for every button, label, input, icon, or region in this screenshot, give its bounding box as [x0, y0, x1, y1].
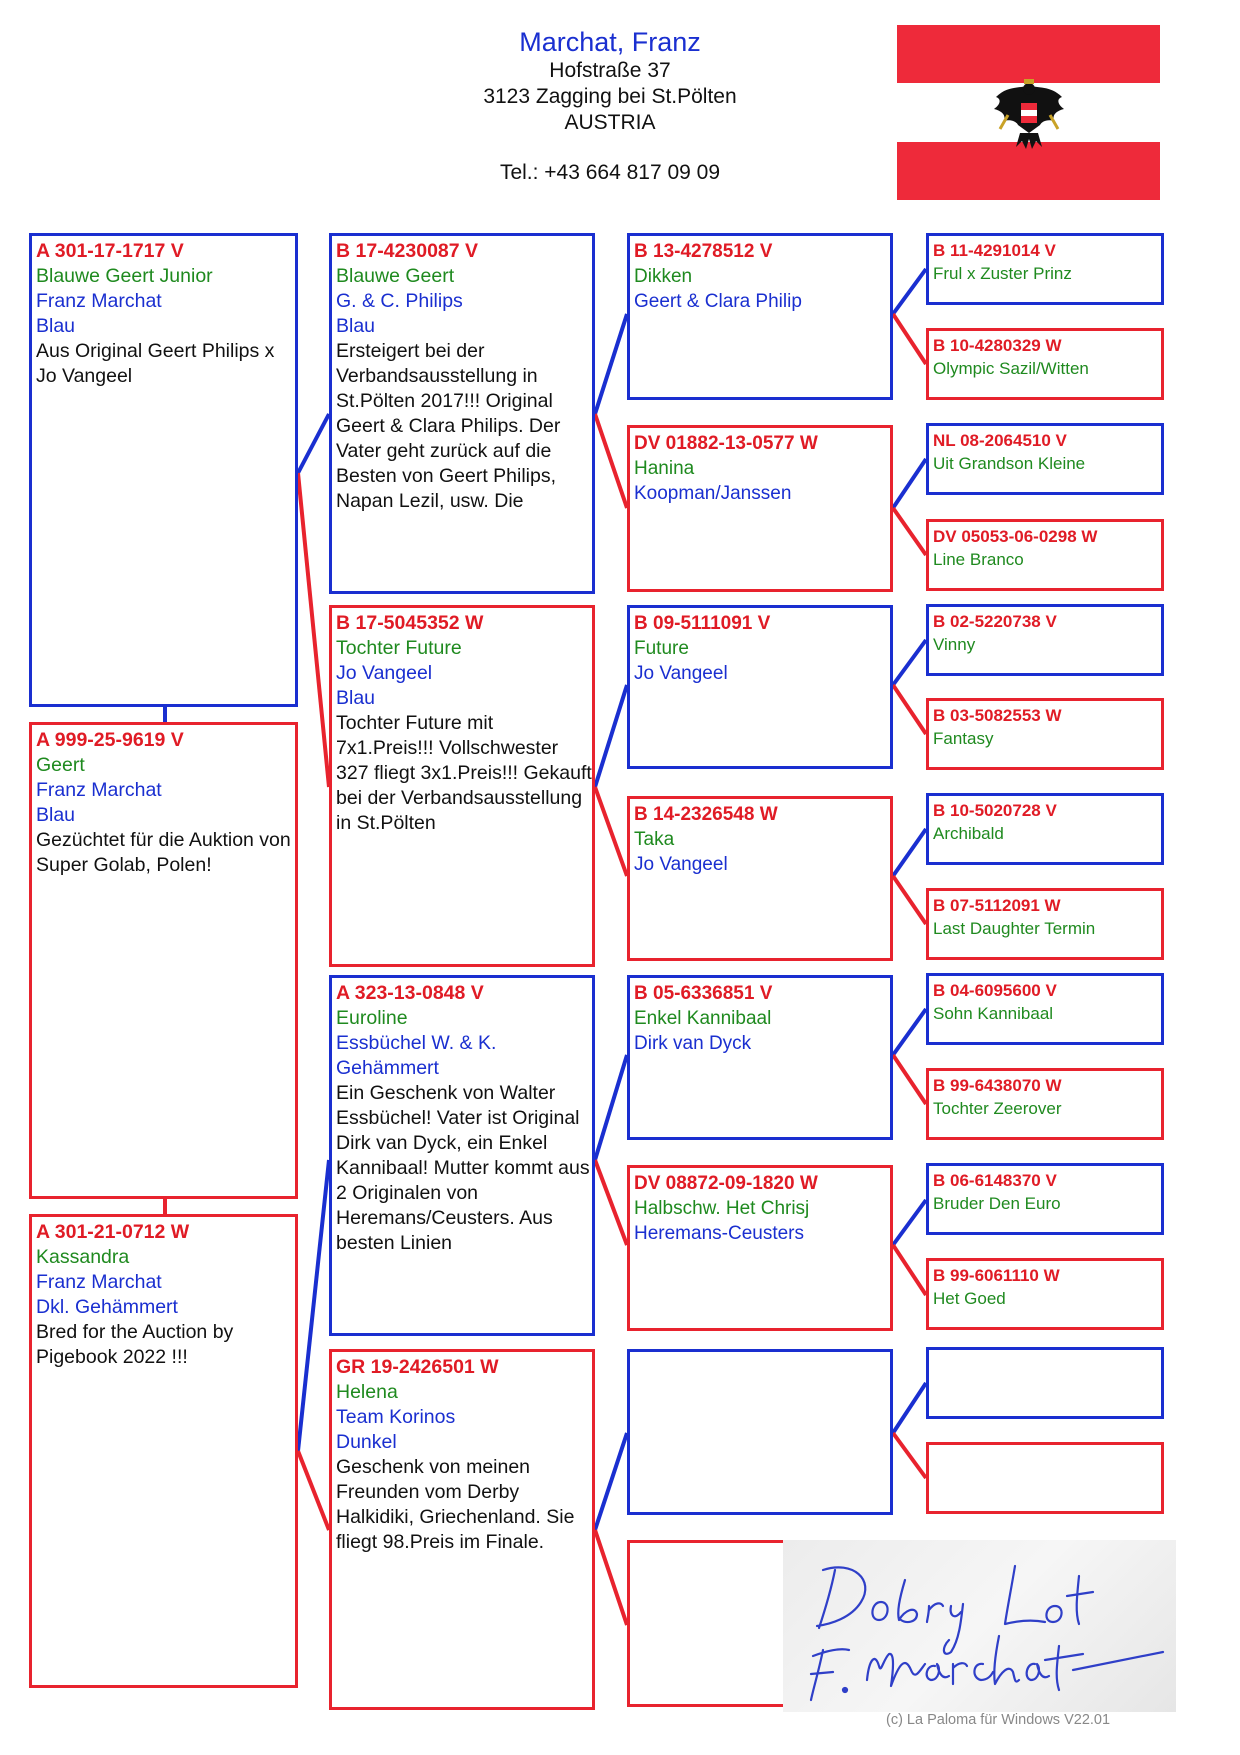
pigeon-name: Geert: [36, 754, 85, 776]
pigeon-card-l4-5[interactable]: [926, 604, 1164, 676]
notes: Bred for the Auction by Pigebook 2022 !!!: [36, 1321, 234, 1368]
breeder: Team Korinos: [336, 1406, 456, 1428]
pigeon-card-l4-3[interactable]: [926, 423, 1164, 495]
color: Blau: [336, 315, 376, 337]
pigeon-card-father-of-dam[interactable]: [29, 722, 298, 1199]
pigeon-card-dam-dam[interactable]: [329, 1349, 595, 1710]
breeder: Jo Vangeel: [336, 662, 433, 684]
pigeon-card-l3-3[interactable]: [627, 605, 893, 769]
pigeon-card-l3-5[interactable]: [627, 975, 893, 1140]
breeder: Franz Marchat: [36, 779, 162, 801]
pigeon-card-l4-6[interactable]: [926, 698, 1164, 770]
notes: Geschenk von meinen Freunden vom Derby Halkidiki, Griechenland. Sie fliegt 98.Preis im Finale.: [336, 1456, 575, 1553]
handwritten-signature: [783, 1540, 1176, 1712]
owner-street: Hofstraße 37: [549, 59, 671, 82]
color: Dunkel: [336, 1431, 397, 1453]
pigeon-name: Het Goed: [933, 1289, 1006, 1308]
pigeon-name: Line Branco: [933, 550, 1024, 569]
coat-of-arms-eagle-icon: [990, 75, 1068, 155]
pigeon-name: Uit Grandson Kleine: [933, 454, 1086, 473]
ring-number: A 999-25-9619 V: [36, 729, 184, 751]
pigeon-card-l3-7-empty[interactable]: [627, 1349, 893, 1515]
pigeon-name: Archibald: [933, 824, 1004, 843]
pigeon-name: Fantasy: [933, 729, 994, 748]
ring-number: B 09-5111091 V: [634, 613, 771, 634]
ring-number: B 99-6061110 W: [933, 1266, 1060, 1285]
pigeon-card-l3-1[interactable]: [627, 233, 893, 400]
ring-number: B 13-4278512 V: [634, 241, 773, 262]
ring-number: GR 19-2426501 W: [336, 1356, 499, 1378]
color: Blau: [36, 804, 76, 826]
ring-number: B 02-5220738 V: [933, 612, 1057, 631]
pigeon-card-l4-13-empty[interactable]: [926, 1347, 1164, 1419]
breeder: Heremans-Ceusters: [634, 1223, 804, 1244]
owner-phone: Tel.: +43 664 817 09 09: [499, 161, 721, 184]
pigeon-card-l3-2[interactable]: [627, 425, 893, 592]
pigeon-name: Blauwe Geert Junior: [36, 265, 213, 287]
color: Blau: [336, 687, 376, 709]
notes: Aus Original Geert Philips x Jo Vangeel: [36, 340, 275, 387]
color: Dkl. Gehämmert: [36, 1296, 178, 1318]
breeder: Geert & Clara Philip: [634, 291, 802, 312]
pigeon-card-sire-dam[interactable]: [329, 605, 595, 967]
pigeon-card-l3-6[interactable]: [627, 1165, 893, 1331]
pigeon-name: Frul x Zuster Prinz: [933, 264, 1072, 283]
ring-number: B 06-6148370 V: [933, 1171, 1057, 1190]
ring-number: B 17-5045352 W: [336, 612, 484, 634]
ring-number: B 14-2326548 W: [634, 804, 778, 825]
pigeon-name: Taka: [634, 829, 675, 850]
pigeon-card-l3-4[interactable]: [627, 796, 893, 961]
notes: Ein Geschenk von Walter Essbüchel! Vater ist Original Dirk van Dyck, ein Enkel Kannibaal! Mutter kommt aus 2 Originalen von Heremans/Ceusters. Aus besten Linien: [336, 1082, 590, 1254]
pigeon-name: Helena: [336, 1381, 398, 1403]
copyright-footer: (c) La Paloma für Windows V22.01: [886, 1712, 1111, 1728]
pigeon-name: Sohn Kannibaal: [933, 1004, 1054, 1023]
ring-number: B 10-4280329 W: [933, 336, 1062, 355]
ring-number: B 07-5112091 W: [933, 896, 1061, 915]
breeder: Franz Marchat: [36, 1271, 162, 1293]
pigeon-card-dam[interactable]: [29, 1214, 298, 1688]
austria-flag-icon: [897, 25, 1160, 200]
owner-city: 3123 Zagging bei St.Pölten: [483, 85, 737, 108]
breeder: Jo Vangeel: [634, 854, 728, 875]
ring-number: B 99-6438070 W: [933, 1076, 1062, 1095]
pigeon-name: Kassandra: [36, 1246, 130, 1268]
breeder: Essbüchel W. & K.: [336, 1032, 497, 1054]
pigeon-name: Olympic Sazil/Witten: [933, 359, 1089, 378]
ring-number: B 11-4291014 V: [933, 241, 1056, 260]
ring-number: B 04-6095600 V: [933, 981, 1057, 1000]
ring-number: DV 08872-09-1820 W: [634, 1173, 818, 1194]
pigeon-name: Last Daughter Termin: [933, 919, 1096, 938]
pigeon-name: Dikken: [634, 266, 693, 287]
pigeon-card-l4-2[interactable]: [926, 328, 1164, 400]
ring-number: A 323-13-0848 V: [336, 982, 484, 1004]
pigeon-card-l4-14-empty[interactable]: [926, 1442, 1164, 1514]
owner-name: Marchat, Franz: [519, 27, 701, 57]
ring-number: B 03-5082553 W: [933, 706, 1062, 725]
owner-country: AUSTRIA: [564, 111, 656, 134]
pigeon-card-main[interactable]: [29, 233, 298, 707]
pigeon-name: Tochter Future: [336, 637, 462, 659]
ring-number: A 301-21-0712 W: [36, 1221, 190, 1243]
ring-number: NL 08-2064510 V: [933, 431, 1067, 450]
pigeon-name: Enkel Kannibaal: [634, 1008, 772, 1029]
notes: Tochter Future mit 7x1.Preis!!! Vollschwester 327 fliegt 3x1.Preis!!! Gekauft bei der Verbandsausstellung in St.Pölten: [336, 712, 592, 834]
pigeon-name: Bruder Den Euro: [933, 1194, 1061, 1213]
ring-number: B 17-4230087 V: [336, 240, 479, 262]
notes: Ersteigert bei der Verbandsausstellung in St.Pölten 2017!!! Original Geert & Clara Philips. Der Vater geht zurück auf die Besten von Geert Philips, Napan Lezil, usw. Die: [336, 340, 561, 512]
pigeon-name: Vinny: [933, 635, 976, 654]
breeder: G. & C. Philips: [336, 290, 463, 312]
color: Blau: [36, 315, 76, 337]
ring-number: DV 01882-13-0577 W: [634, 433, 818, 454]
pigeon-name: Euroline: [336, 1007, 408, 1029]
pigeon-name: Tochter Zeerover: [933, 1099, 1062, 1118]
pigeon-card-l4-7[interactable]: [926, 793, 1164, 865]
pigeon-card-dam-sire[interactable]: [329, 975, 595, 1336]
pigeon-card-sire[interactable]: [329, 233, 595, 594]
breeder: Dirk van Dyck: [634, 1033, 752, 1054]
ring-number: A 301-17-1717 V: [36, 240, 184, 262]
pigeon-card-l4-12[interactable]: [926, 1258, 1164, 1330]
pigeon-name: Blauwe Geert: [336, 265, 455, 287]
pigeon-card-l4-10[interactable]: [926, 1068, 1164, 1140]
pigeon-card-l4-8[interactable]: [926, 888, 1164, 960]
pigeon-card-l4-9[interactable]: [926, 973, 1164, 1045]
pigeon-card-l4-11[interactable]: [926, 1163, 1164, 1235]
pigeon-card-l4-4[interactable]: [926, 519, 1164, 591]
ring-number: B 10-5020728 V: [933, 801, 1057, 820]
notes: Gezüchtet für die Auktion von Super Golab, Polen!: [36, 829, 291, 876]
pigeon-card-l4-1[interactable]: [926, 233, 1164, 305]
breeder: Jo Vangeel: [634, 663, 728, 684]
pigeon-name: Hanina: [634, 458, 695, 479]
pigeon-name: Halbschw. Het Chrisj: [634, 1198, 810, 1219]
breeder: Koopman/Janssen: [634, 483, 792, 504]
breeder: Franz Marchat: [36, 290, 162, 312]
ring-number: DV 05053-06-0298 W: [933, 527, 1098, 546]
pigeon-name: Future: [634, 638, 689, 659]
color: Gehämmert: [336, 1057, 439, 1079]
ring-number: B 05-6336851 V: [634, 983, 773, 1004]
owner-header: [420, 26, 800, 186]
